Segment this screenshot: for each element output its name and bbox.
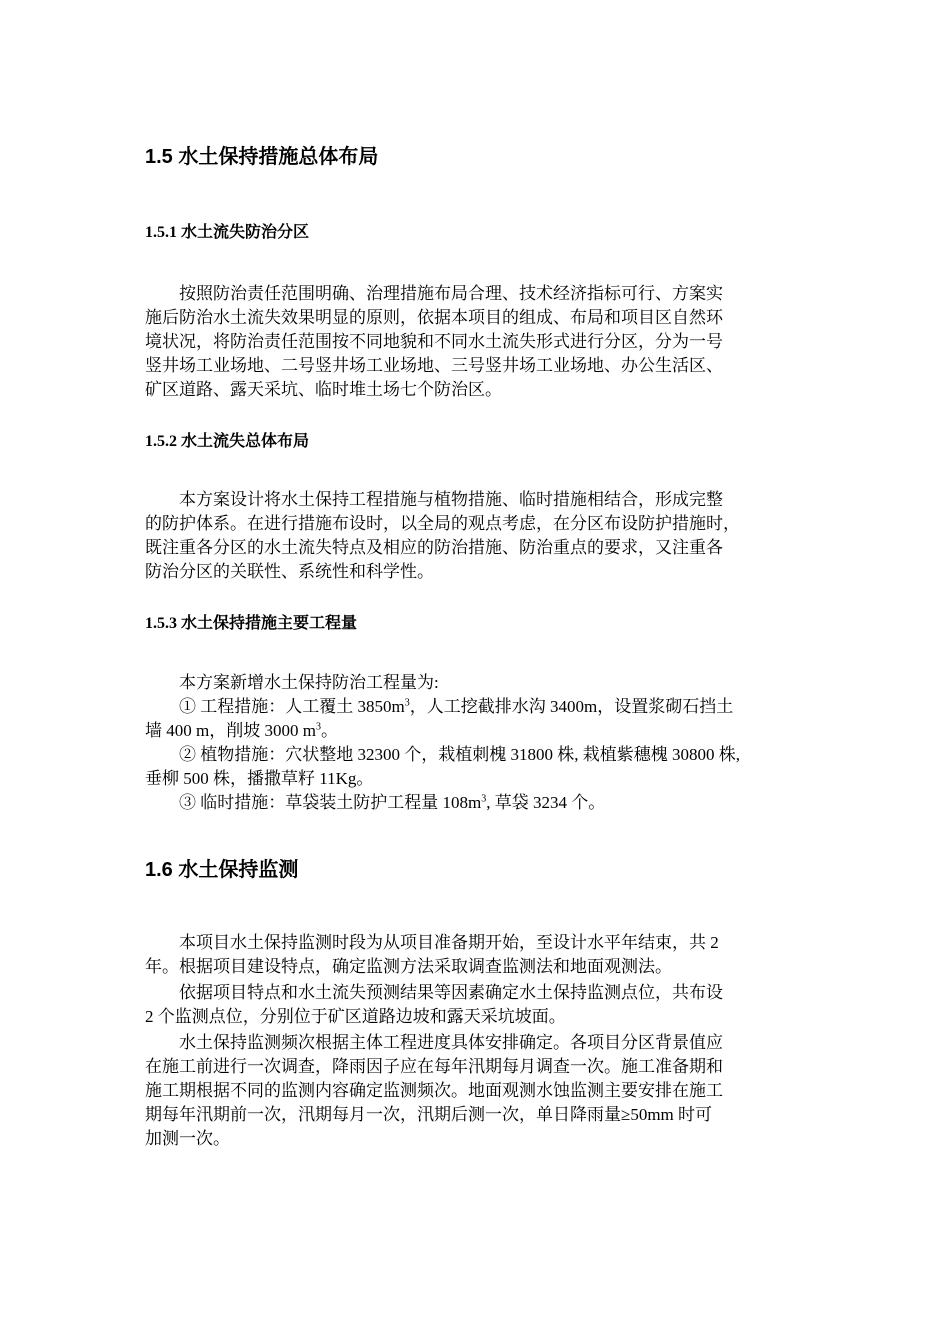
temporary-measures-line: ③ 临时措施：草袋装土防护工程量 $108m^3$, 草袋 3234 个。 — [179, 793, 606, 812]
text-line: 防治分区的关联性、系统性和科学性。 — [145, 562, 434, 581]
intro-line: 本方案新增水土保持防治工程量为: — [179, 673, 439, 692]
text-line: 施后防治水土流失效果明显的原则，依据本项目的组成、布局和项目区自然环 — [145, 308, 723, 327]
text-line: 加测一次。 — [145, 1129, 230, 1148]
section-1-5-3-heading: 1.5.3 水土保持措施主要工程量 — [145, 615, 358, 632]
text-line: 的防护体系。在进行措施布设时，以全局的观点考虑，在分区布设防护措施时， — [145, 514, 740, 533]
text-line: 矿区道路、露天采坑、临时堆土场七个防治区。 — [145, 380, 502, 399]
text-line: 境状况，将防治责任范围按不同地貌和不同水土流失形式进行分区，分为一号 — [145, 332, 723, 351]
section-1-5-1-heading: 1.5.1 水土流失防治分区 — [145, 224, 310, 241]
text-line: 水土保持监测频次根据主体工程进度具体安排确定。各项目分区背景值应 — [179, 1033, 723, 1052]
text-line: 依据项目特点和水土流失预测结果等因素确定水土保持监测点位，共布设 — [179, 983, 723, 1002]
section-1-5-3-paragraph — [145, 671, 807, 815]
section-1-5-heading: 1.5 水土保持措施总体布局 — [145, 146, 379, 168]
text-line: 年。根据项目建设特点，确定监测方法采取调查监测法和地面观测法。 — [145, 957, 672, 976]
text-line: 本方案设计将水土保持工程措施与植物措施、临时措施相结合，形成完整 — [179, 490, 723, 509]
plant-measures-line-2: 垂柳 500 株，播撒草籽 11Kg。 — [145, 769, 374, 788]
engineering-measures-line: ① 工程措施：人工覆土 $3850m^3$，人工挖截排水沟 3400m，设置浆砌石挡土 — [179, 697, 734, 716]
text-line: 施工期根据不同的监测内容确定监测频次。地面观测水蚀监测主要安排在施工 — [145, 1081, 723, 1100]
section-1-6-heading: 1.6 水土保持监测 — [145, 859, 299, 881]
text-line: 竖井场工业场地、二号竖井场工业场地、三号竖井场工业场地、办公生活区、 — [145, 356, 723, 375]
section-1-6-paragraph-1 — [145, 931, 807, 979]
text-line: 既注重各分区的水土流失特点及相应的防治措施、防治重点的要求，又注重各 — [145, 538, 723, 557]
text-line: 按照防治责任范围明确、治理措施布局合理、技术经济指标可行、方案实 — [179, 284, 723, 303]
section-1-5-2-heading: 1.5.2 水土流失总体布局 — [145, 433, 310, 450]
text-line: 本项目水土保持监测时段为从项目准备期开始，至设计水平年结束，共 2 — [179, 933, 719, 952]
section-1-5-1-paragraph — [145, 282, 807, 402]
section-1-5-2-paragraph — [145, 488, 807, 584]
section-1-6-paragraph-3 — [145, 1031, 807, 1151]
text-line: 2 个监测点位，分别位于矿区道路边坡和露天采坑坡面。 — [145, 1007, 566, 1026]
plant-measures-line: ② 植物措施：穴状整地 32300 个，栽植刺槐 31800 株, 栽植紫穗槐 30800 株, — [179, 745, 740, 764]
section-1-6-paragraph-2 — [145, 981, 807, 1029]
text-line: 在施工前进行一次调查，降雨因子应在每年汛期每月调查一次。施工准备期和 — [145, 1057, 723, 1076]
text-line: 期每年汛期前一次，汛期每月一次，汛期后测一次，单日降雨量≥50mm 时可 — [145, 1105, 713, 1124]
engineering-measures-line-2: 墙 400 m，削坡 3000 $m^3$。 — [145, 721, 338, 740]
